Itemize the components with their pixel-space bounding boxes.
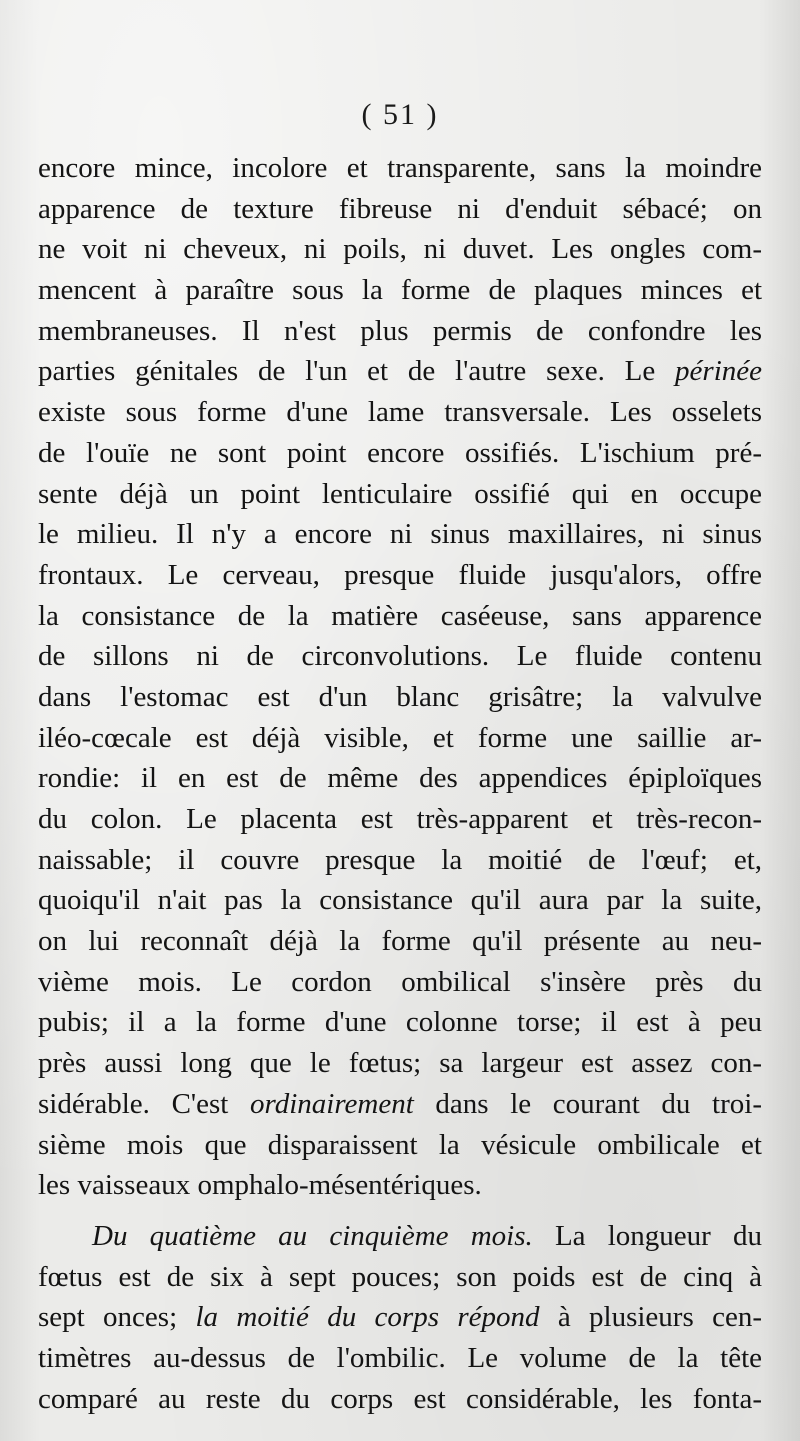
- text-segment: naissable; il couvre presque la moitié de l'œuf; et,: [38, 843, 762, 876]
- text-line: [38, 1002, 762, 1043]
- text-line: [38, 799, 762, 840]
- text-line: [38, 351, 762, 392]
- text-segment: existe sous forme d'une lame transversale. Les osselets: [38, 396, 762, 429]
- text-segment: iléo-cœcale est déjà visible, et forme une saillie ar-: [38, 721, 762, 754]
- text-line: [38, 1084, 762, 1125]
- text-line: [38, 1165, 762, 1206]
- italic-phrase: ordinairement: [250, 1087, 414, 1120]
- text-segment: rondie: il en est de même des appendices épiploïques: [38, 762, 762, 795]
- text-segment: près aussi long que le fœtus; sa largeur est assez con-: [38, 1047, 762, 1080]
- text-line: [38, 229, 762, 270]
- text-line: [38, 758, 762, 799]
- text-segment: parties génitales de l'un et de l'autre sexe. Le: [38, 355, 676, 388]
- text-line: [38, 555, 762, 596]
- text-segment: vième mois. Le cordon ombilical s'insère près du: [38, 965, 762, 998]
- text-line: [38, 636, 762, 677]
- italic-phrase: périnée: [675, 355, 762, 388]
- text-line: [38, 474, 762, 515]
- text-segment: on lui reconnaît déjà la forme qu'il présente au neu-: [38, 925, 762, 958]
- paragraph-fourth-to-fifth-month: [38, 1216, 762, 1419]
- text-segment: les vaisseaux omphalo-mésentériques.: [38, 1169, 482, 1202]
- text-segment: sidérable. C'est: [38, 1087, 250, 1120]
- text-line: [38, 962, 762, 1003]
- text-segment: quoiqu'il n'ait pas la consistance qu'il aura par la suite,: [38, 884, 762, 917]
- text-line: [38, 189, 762, 230]
- italic-phrase: Du quatième au cinquième mois.: [92, 1219, 533, 1252]
- body-text: [38, 148, 762, 1419]
- text-segment: ne voit ni cheveux, ni poils, ni duvet. Les ongles com-: [38, 233, 762, 266]
- text-segment: sième mois que disparaissent la vésicule ombilicale et: [38, 1128, 762, 1161]
- text-segment: frontaux. Le cerveau, presque fluide jusqu'alors, offre: [38, 558, 762, 591]
- text-line: [38, 718, 762, 759]
- text-line: [38, 1043, 762, 1084]
- text-line: [38, 1257, 762, 1298]
- text-segment: encore mince, incolore et transparente, sans la moindre: [38, 152, 762, 184]
- text-line: [38, 148, 762, 189]
- text-line: [38, 880, 762, 921]
- paragraph-fetus-third-month: [38, 148, 762, 1206]
- text-line: [38, 1297, 762, 1338]
- text-line: [38, 1379, 762, 1420]
- text-line: [38, 921, 762, 962]
- text-line: [38, 433, 762, 474]
- text-segment: dans l'estomac est d'un blanc grisâtre; la valvulve: [38, 680, 762, 713]
- page-number: ( 51 ): [361, 98, 439, 131]
- text-segment: pubis; il a la forme d'une colonne torse; il est à peu: [38, 1006, 762, 1039]
- text-line: [38, 311, 762, 352]
- text-line: [38, 270, 762, 311]
- text-segment: sente déjà un point lenticulaire ossifié qui en occupe: [38, 477, 762, 510]
- text-line: [38, 596, 762, 637]
- text-segment: membraneuses. Il n'est plus permis de confondre les: [38, 314, 762, 347]
- text-segment: La longueur du: [532, 1219, 763, 1252]
- text-segment: apparence de texture fibreuse ni d'enduit sébacé; on: [38, 192, 762, 225]
- text-segment: du colon. Le placenta est très-apparent et très-recon-: [38, 803, 762, 835]
- text-segment: de sillons ni de circonvolutions. Le fluide contenu: [38, 640, 762, 673]
- text-segment: de l'ouïe ne sont point encore ossifiés. L'ischium pré-: [38, 436, 762, 469]
- text-line: [38, 840, 762, 881]
- text-line: [38, 1338, 762, 1379]
- text-line: [38, 1125, 762, 1166]
- text-segment: comparé au reste du corps est considérable, les fonta-: [38, 1382, 762, 1415]
- text-segment: la consistance de la matière caséeuse, sans apparence: [38, 599, 762, 632]
- text-segment: dans le courant du troi-: [413, 1087, 762, 1120]
- text-line: [38, 392, 762, 433]
- text-segment: sept onces;: [38, 1301, 196, 1334]
- text-line: [38, 1216, 762, 1257]
- text-segment: fœtus est de six à sept pouces; son poids est de cinq à: [38, 1260, 762, 1293]
- paragraph-gap: [38, 1206, 762, 1216]
- text-line: [38, 677, 762, 718]
- text-line: [38, 514, 762, 555]
- text-segment: à plusieurs cen-: [539, 1301, 762, 1334]
- text-segment: mencent à paraître sous la forme de plaques minces et: [38, 274, 762, 307]
- text-segment: le milieu. Il n'y a encore ni sinus maxillaires, ni sinus: [38, 518, 762, 551]
- text-segment: timètres au-dessus de l'ombilic. Le volume de la tête: [38, 1341, 762, 1374]
- italic-phrase: la moitié du corps répond: [195, 1301, 540, 1334]
